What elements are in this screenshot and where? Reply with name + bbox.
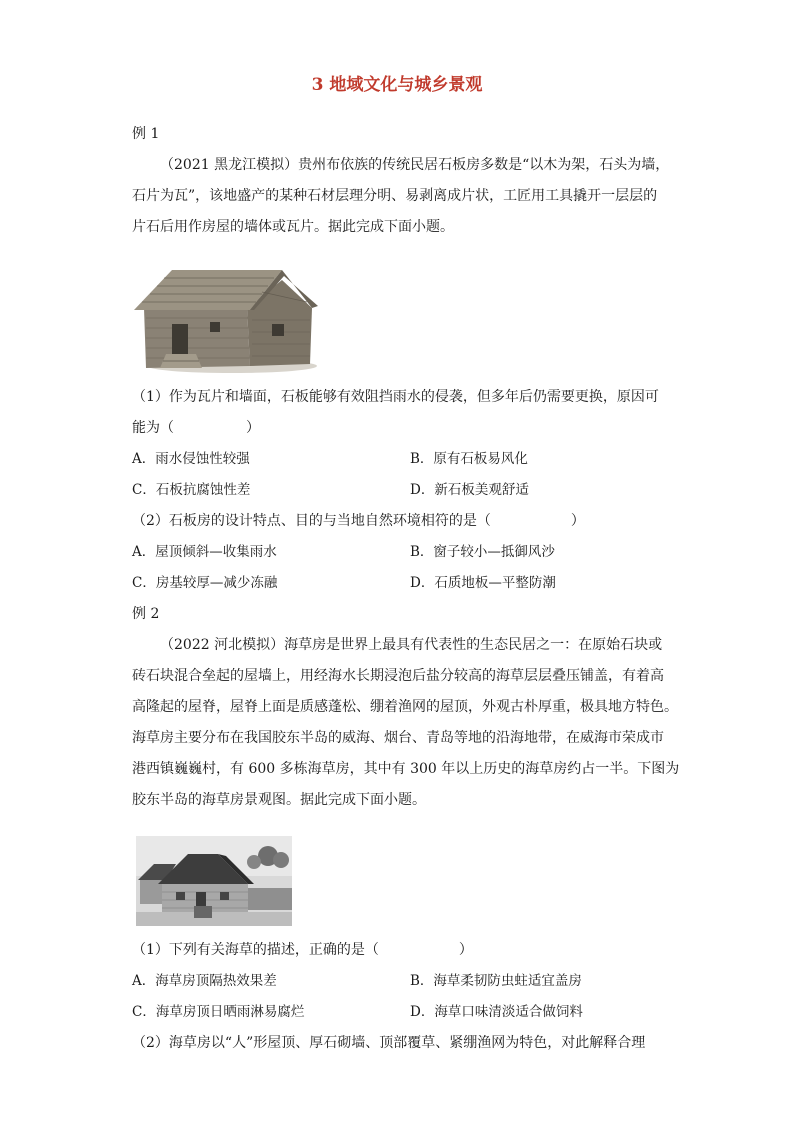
example1-q1-line2 — [132, 418, 672, 438]
example2-stem-line-6: 胶东半岛的海草房景观图。据此完成下面小题。 — [132, 792, 426, 808]
example1-q1-option-b: B．原有石板易风化 — [410, 451, 528, 467]
example2-stem-line-1: （2022 河北模拟）海草房是世界上最具有代表性的生态民居之一：在原始石块或 — [160, 637, 663, 653]
example2-q1-stem-end: ） — [458, 942, 473, 958]
example2-stem-line-3: 高隆起的屋脊，屋脊上面是质感蓬松、绷着渔网的屋顶，外观古朴厚重，极具地方特色。 — [132, 699, 678, 715]
example2-q1-stem — [132, 940, 672, 960]
example2-label: 例 2 — [132, 606, 160, 622]
page-title: 3 地域文化与城乡景观 — [311, 75, 483, 95]
example1-q1-line2-end: ） — [246, 420, 260, 436]
example2-stem-line-2: 砖石块混合垒起的屋墙上，用经海水长期浸泡后盐分较高的海草层层叠压铺盖，有着高 — [132, 668, 664, 684]
example2-q1-option-a: A．海草房顶隔热效果差 — [132, 973, 277, 989]
example2-stem-line-5: 港西镇巍巍村，有 600 多栋海草房，其中有 300 年以上历史的海草房约占一半。下图为 — [132, 761, 680, 777]
example2-q1-option-d: D．海草口味清淡适合做饲料 — [410, 1004, 583, 1020]
example2-q1-option-c: C．海草房顶日晒雨淋易腐烂 — [132, 1004, 305, 1020]
example1-q2-option-d: D．石质地板—平整防潮 — [410, 575, 556, 591]
example1-q1-option-d: D．新石板美观舒适 — [410, 482, 529, 498]
example2-q1-stem-start: （1）下列有关海草的描述，正确的是（ — [132, 942, 379, 958]
example1-q2-stem-end: ） — [570, 513, 585, 529]
example2-stem-line-4: 海草房主要分布在我国胶东半岛的威海、烟台、青岛等地的沿海地带，在威海市荣成市 — [132, 730, 664, 746]
example1-stem-line-1: （2021 黑龙江模拟）贵州布依族的传统民居石板房多数是“以木为架，石头为墙， — [160, 157, 670, 173]
seaweed-house-photo — [136, 836, 292, 926]
example2-q2-stem: （2）海草房以“人”形屋顶、厚石砌墙、顶部覆草、紧绷渔网为特色，对此解释合理 — [132, 1035, 646, 1051]
example1-label: 例 1 — [132, 126, 160, 142]
example1-q1-line1: （1）作为瓦片和墙面，石板能够有效阻挡雨水的侵袭，但多年后仍需要更换，原因可 — [132, 389, 659, 405]
example1-q1-option-a: A．雨水侵蚀性较强 — [132, 451, 250, 467]
example1-stem-line-2: 石片为瓦”，该地盛产的某种石材层理分明、易剥离成片状，工匠用工具撬开一层层的 — [132, 188, 658, 204]
example1-q2-option-a: A．屋顶倾斜—收集雨水 — [132, 544, 277, 560]
example2-q1-option-b: B．海草柔韧防虫蛀适宜盖房 — [410, 973, 582, 989]
example1-q2-stem — [132, 511, 672, 531]
stone-slab-house-image — [132, 262, 322, 374]
example1-stem-line-3: 片石后用作房屋的墙体或瓦片。据此完成下面小题。 — [132, 219, 454, 235]
example1-q2-stem-start: （2）石板房的设计特点、目的与当地自然环境相符的是（ — [132, 513, 491, 529]
example1-q1-option-c: C．石板抗腐蚀性差 — [132, 482, 251, 498]
example1-q2-option-b: B．窗子较小—抵御风沙 — [410, 544, 555, 560]
example1-q2-option-c: C．房基较厚—减少冻融 — [132, 575, 278, 591]
example1-q1-line2-start: 能为（ — [132, 420, 174, 436]
